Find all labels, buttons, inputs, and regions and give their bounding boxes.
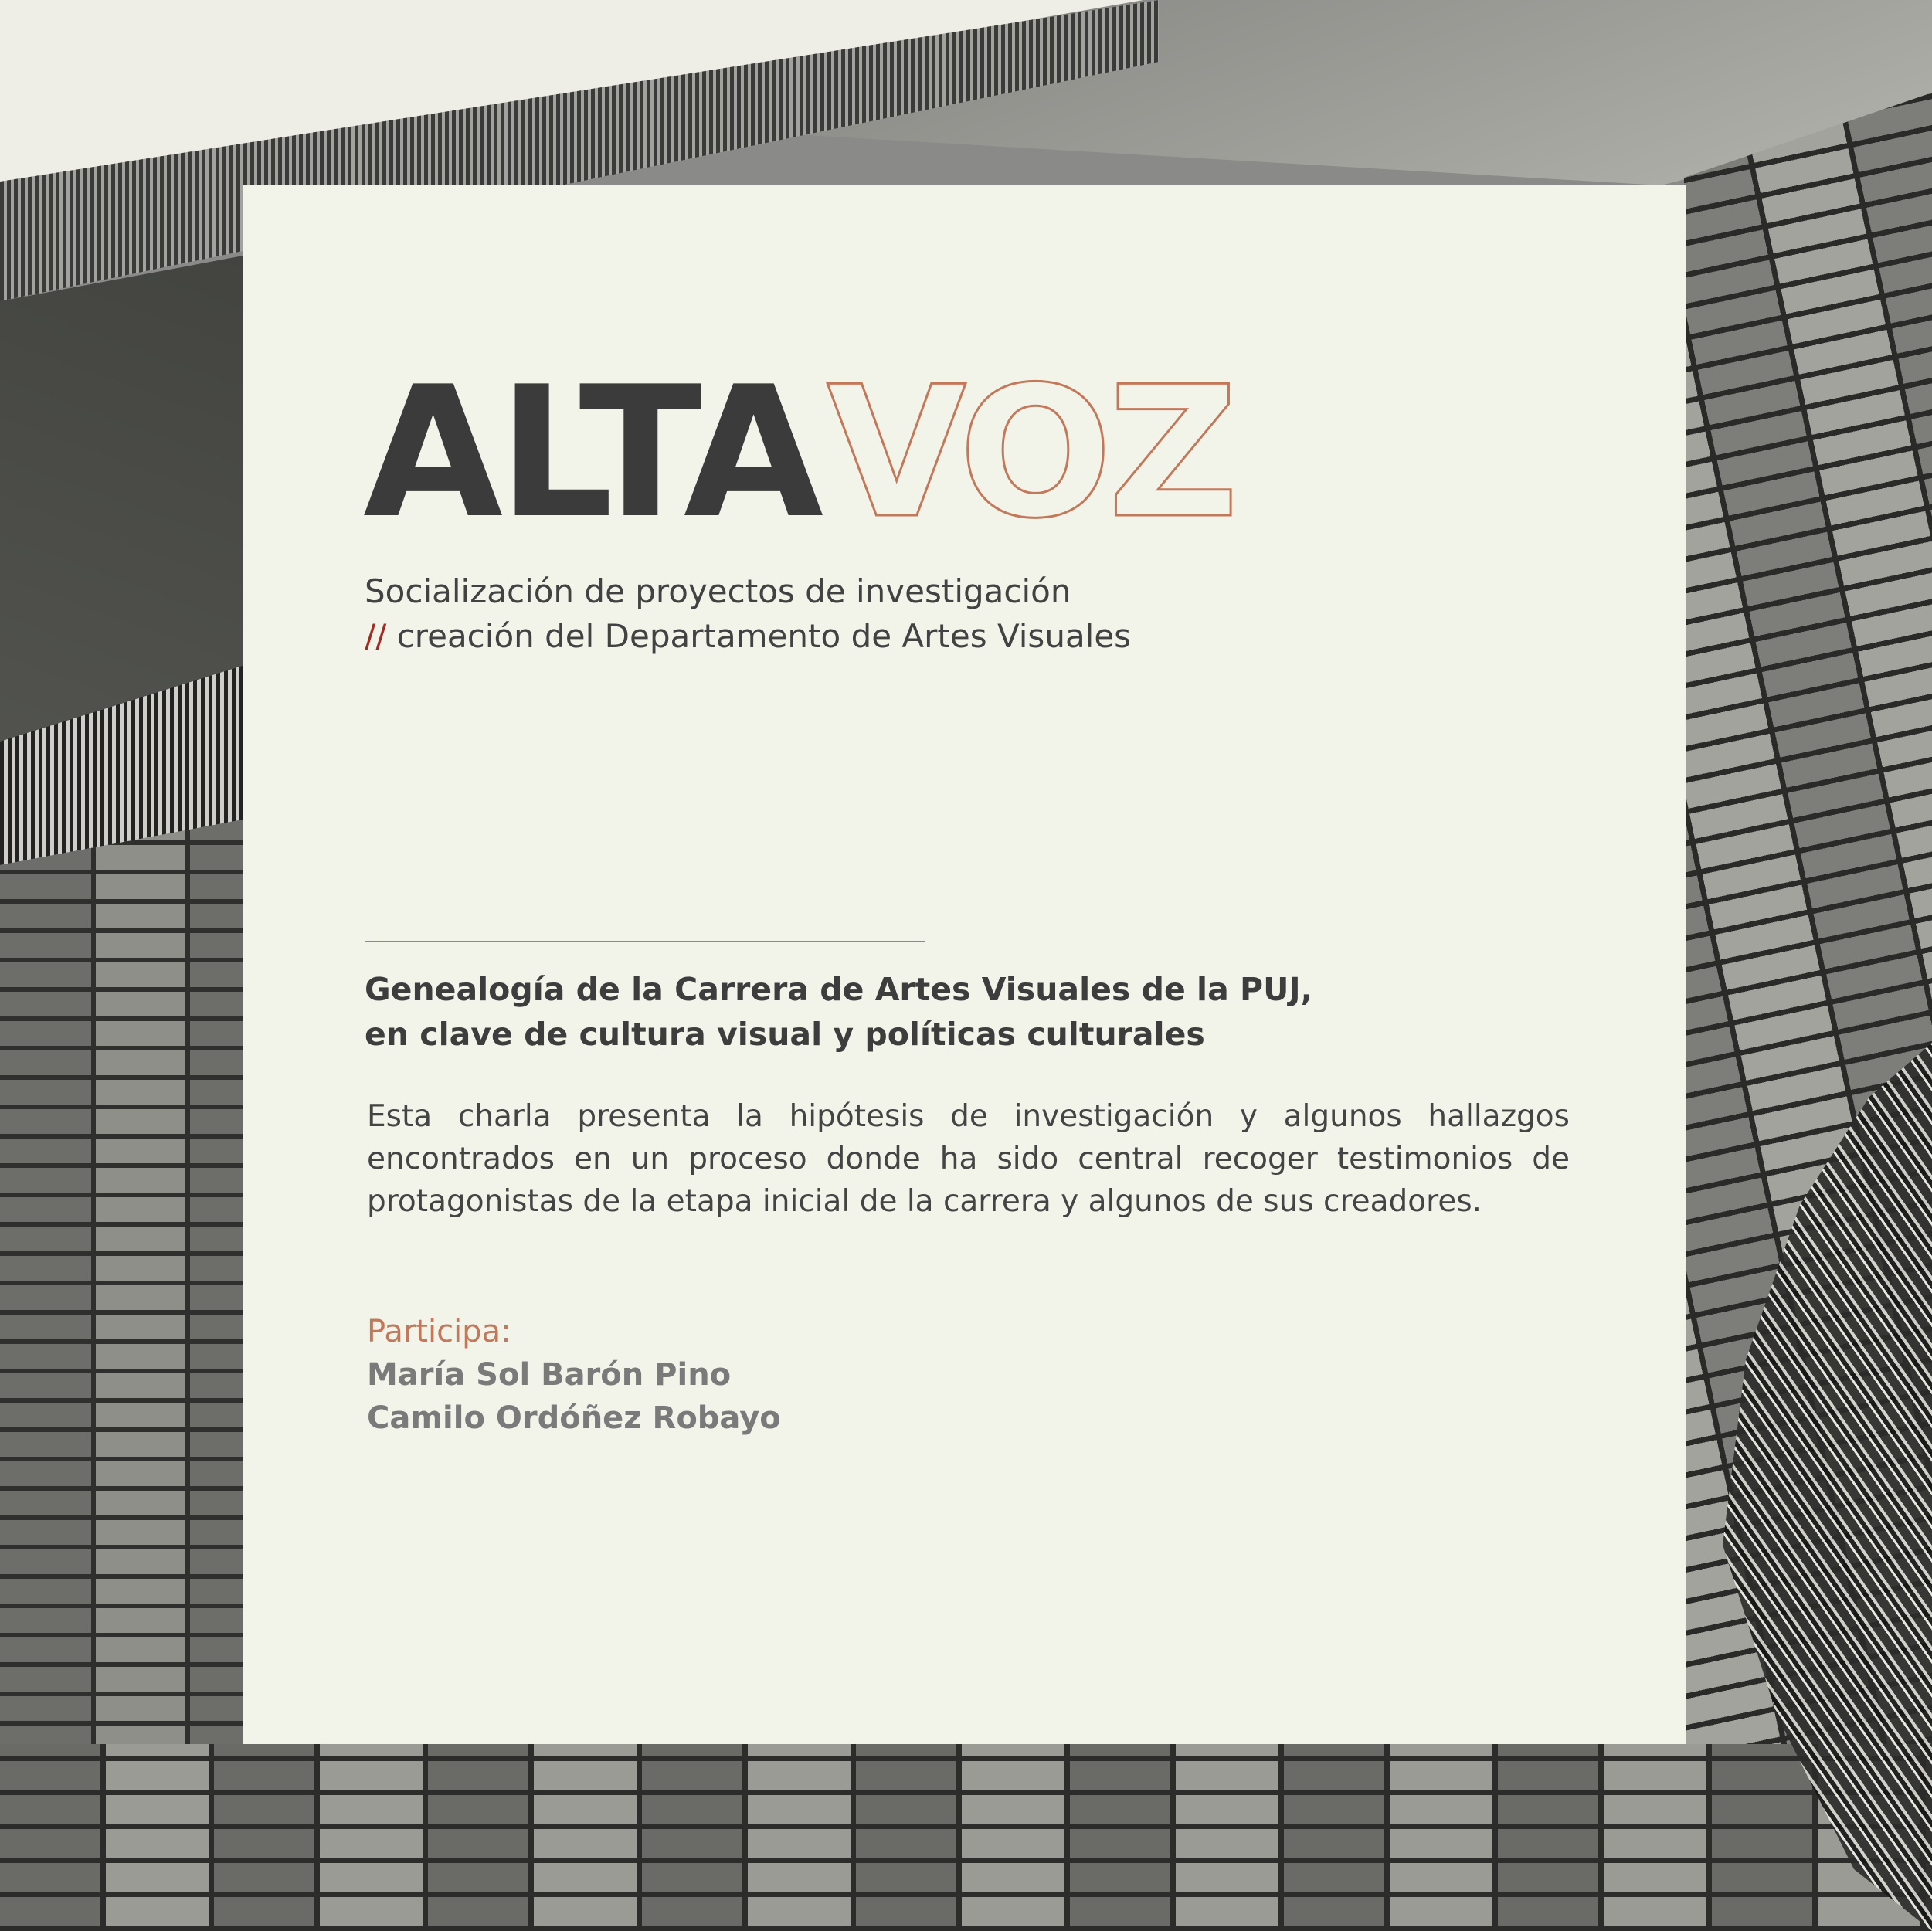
talk-title xyxy=(365,967,1601,1057)
subtitle xyxy=(365,569,1292,659)
logo-alta: ALTA xyxy=(363,348,820,558)
participant-name: Camilo Ordóñez Robayo xyxy=(367,1400,781,1436)
subtitle-line2 xyxy=(365,614,1292,659)
talk-title-line2: en clave de cultura visual y políticas culturales xyxy=(365,1016,1205,1053)
altavoz-logo xyxy=(363,348,1234,558)
participant-name: María Sol Barón Pino xyxy=(367,1357,732,1393)
divider-line xyxy=(365,941,925,942)
talk-title-line1: Genealogía de la Carrera de Artes Visuales de la PUJ, xyxy=(365,971,1313,1008)
subtitle-separator: // xyxy=(365,617,387,655)
talk-description: Esta charla presenta la hipótesis de investigación y algunos hallazgos encontrados en un proceso donde ha sido central recoger testimonios de protagonistas de la etapa inicial de la carrera y algunos de sus creadores. xyxy=(367,1099,1570,1219)
subtitle-line1: Socialización de proyectos de investigación xyxy=(365,572,1071,610)
participants-label: Participa: xyxy=(367,1314,511,1349)
logo-voz: VOZ xyxy=(827,348,1234,558)
subtitle-line2-text: creación del Departamento de Artes Visuales xyxy=(396,617,1132,655)
